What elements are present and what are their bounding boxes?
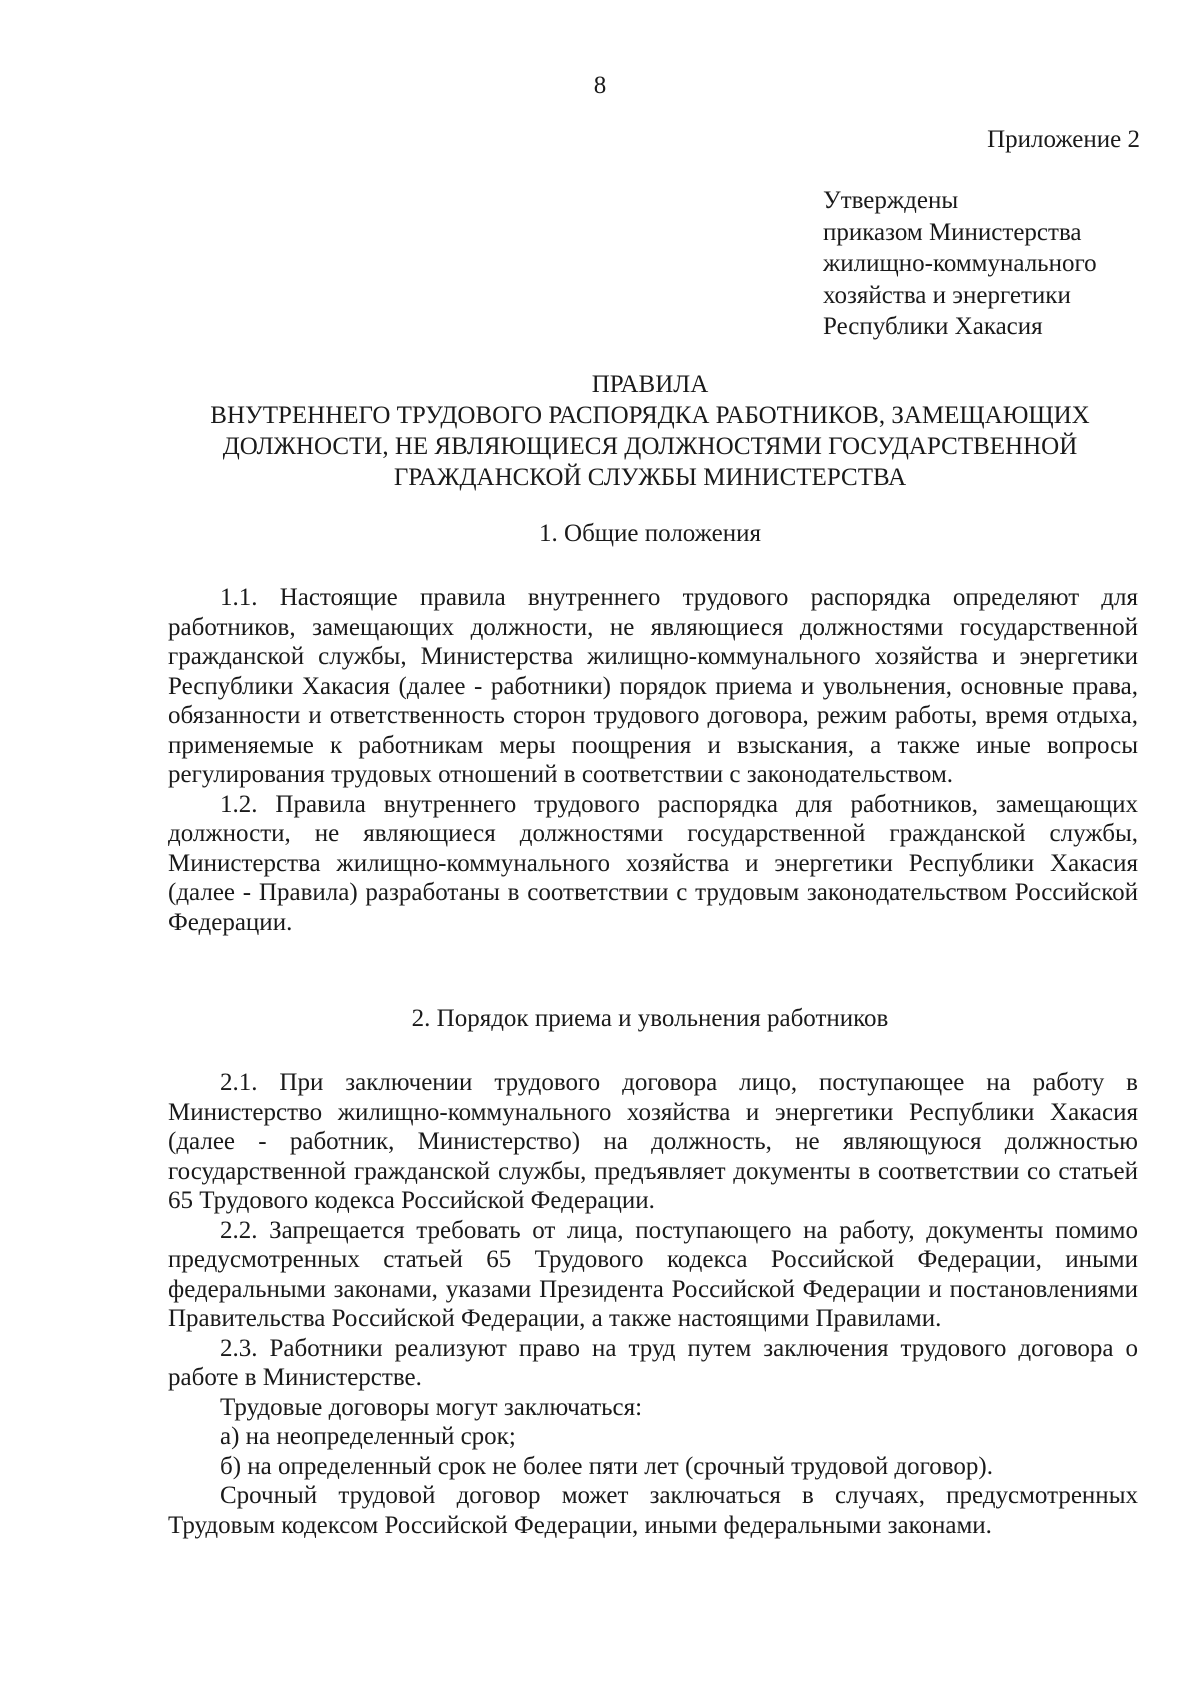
approval-line: хозяйства и энергетики xyxy=(823,281,1071,309)
paragraph: 1.1. Настоящие правила внутреннего трудового распорядка определяют для работников, замещающих должности, не являющиеся должностями государственной гражданской службы, Министерства жилищно-коммунального хозяйства и энергетики Республики Хакасия (далее - работники) порядок приема и увольнения, основные права, обязанности и ответственность сторон трудового договора, режим работы, время отдыха, применяемые к работникам меры поощрения и взыскания, а также иные вопросы регулирования трудовых отношений в соответствии с законодательством. xyxy=(168,584,1138,788)
section-heading: 1. Общие положения xyxy=(539,520,761,547)
paragraph: 1.2. Правила внутреннего трудового распорядка для работников, замещающих должности, не являющиеся должностями государственной гражданской службы, Министерства жилищно-коммунального хозяйства и энергетики Республики Хакасия (далее - Правила) разработаны в соответствии с трудовым законодательством Российской Федерации. xyxy=(168,790,1138,936)
approval-line: жилищно-коммунального xyxy=(823,250,1097,277)
approval-line: Утверждены xyxy=(823,187,959,214)
section-body xyxy=(168,583,1138,937)
title-line: ВНУТРЕННЕГО ТРУДОВОГО РАСПОРЯДКА РАБОТНИКОВ, ЗАМЕЩАЮЩИХ xyxy=(210,402,1090,429)
paragraph: а) на неопределенный срок; xyxy=(220,1423,516,1450)
page-number: 8 xyxy=(593,72,607,99)
paragraph: 2.1. При заключении трудового договора лицо, поступающее на работу в Министерство жилищно-коммунального хозяйства и энергетики Республики Хакасия (далее - работник, Министерство) на должность, не являющуюся должностью государственной гражданской службы, предъявляет документы в соответствии со статьей 65 Трудового кодекса Российской Федерации. xyxy=(168,1069,1138,1214)
section-heading: 2. Порядок приема и увольнения работников xyxy=(411,1005,889,1032)
paragraph: Трудовые договоры могут заключаться: xyxy=(220,1393,643,1421)
title-line: ГРАЖДАНСКОЙ СЛУЖБЫ МИНИСТЕРСТВА xyxy=(393,464,907,491)
approval-line: Республики Хакасия xyxy=(823,313,1043,340)
section-body xyxy=(168,1068,1138,1540)
title-line: ПРАВИЛА xyxy=(591,371,709,398)
document-title xyxy=(150,369,1150,493)
appendix-label: Приложение 2 xyxy=(987,126,1140,153)
paragraph: б) на определенный срок не более пяти лет (срочный трудовой договор). xyxy=(220,1452,993,1480)
paragraph: 2.3. Работники реализуют право на труд путем заключения трудового договора о работе в Министерстве. xyxy=(168,1334,1138,1391)
paragraph: 2.2. Запрещается требовать от лица, поступающего на работу, документы помимо предусмотренных статьей 65 Трудового кодекса Российской Федерации, иными федеральными законами, указами Президента Российской Федерации и постановлениями Правительства Российской Федерации, а также настоящими Правилами. xyxy=(168,1216,1138,1332)
approval-block xyxy=(823,185,1097,343)
paragraph: Срочный трудовой договор может заключаться в случаях, предусмотренных Трудовым кодексом Российской Федерации, иными федеральными законами. xyxy=(168,1482,1138,1539)
approval-line: приказом Министерства xyxy=(823,218,1082,246)
title-line: ДОЛЖНОСТИ, НЕ ЯВЛЯЮЩИЕСЯ ДОЛЖНОСТЯМИ ГОСУДАРСТВЕННОЙ xyxy=(222,433,1078,460)
